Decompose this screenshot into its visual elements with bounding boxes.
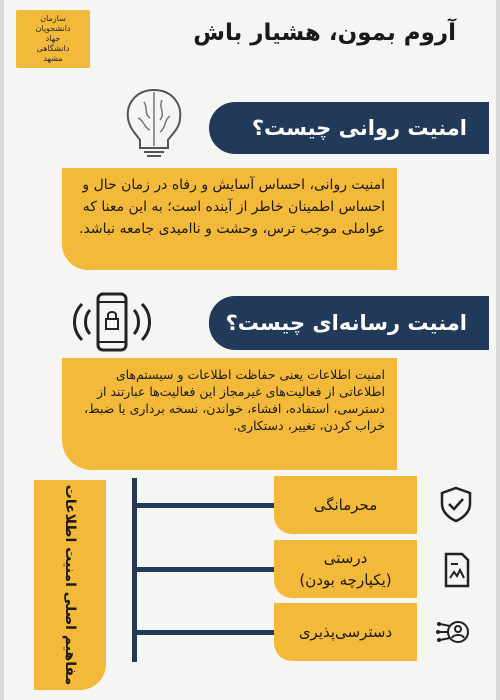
tree-branch-line xyxy=(132,567,274,572)
logo-line: جهاد xyxy=(45,34,61,43)
network-user-icon xyxy=(436,612,476,652)
logo-line: دانشگاهی xyxy=(36,44,70,53)
concepts-label: مفاهیم اصلی امنیت اطلاعات xyxy=(62,484,78,686)
organization-logo xyxy=(16,10,90,68)
brain-bulb-icon xyxy=(114,82,194,162)
section1-body: امنیت روانی، احساس آسایش و رفاه در زمان حال و احساس اطمینان خاطر از آینده است؛ به این معنا که عواملی موجب ترس، وحشت و ناامیدی جامعه نباشد. xyxy=(62,168,397,270)
logo-line: دانشجویان xyxy=(35,24,71,33)
phone-lock-icon xyxy=(66,292,158,354)
concept-title: دسترسی‌پذیری xyxy=(298,623,393,641)
shield-check-icon xyxy=(436,484,476,524)
tree-branch-line xyxy=(132,503,274,508)
logo-line: مشهد xyxy=(43,54,63,63)
section1-heading: امنیت روانی چیست؟ xyxy=(209,102,489,154)
concept-title: درستی xyxy=(323,549,368,567)
logo-line: سازمان xyxy=(40,14,66,23)
tree-branch-line xyxy=(132,630,274,635)
page-title: آروم بمون، هشیار باش xyxy=(193,20,456,46)
concept-subtitle: (یکپارچه بودن) xyxy=(299,571,392,589)
concepts-label-box xyxy=(34,480,106,690)
concept-integrity xyxy=(274,540,417,598)
concept-confidentiality xyxy=(274,476,417,534)
concept-availability xyxy=(274,603,417,661)
concept-title: محرمانگی xyxy=(313,496,378,514)
section2-body: امنیت اطلاعات یعنی حفاظت اطلاعات و سیستم‌های اطلاعاتی از فعالیت‌های غیرمجاز این فعالیت‌ها عبارتند از دسترسی، استفاده، افشاء، خواندن، نسخه برداری یا ضبط، خراب کردن، تغییر، دستکاری. xyxy=(62,358,397,470)
document-icon xyxy=(436,550,476,590)
section2-heading: امنیت رسانه‌ای چیست؟ xyxy=(209,296,489,350)
